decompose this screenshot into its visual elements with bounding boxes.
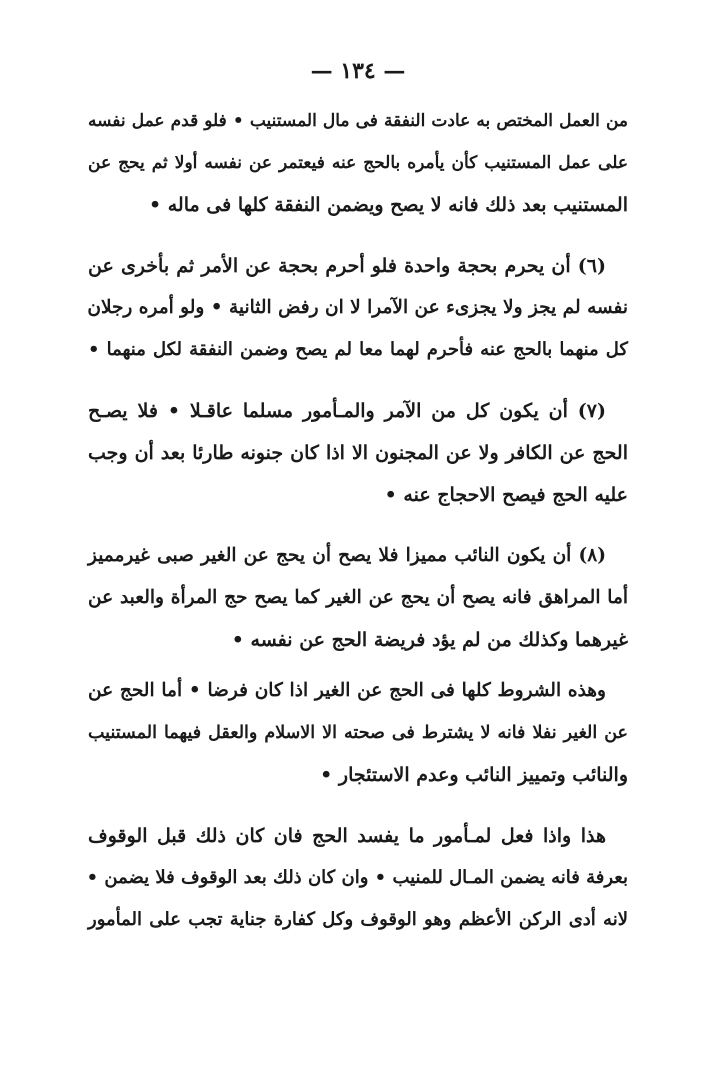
text-line: المستنيب بعد ذلك فانه لا يصح ويضمن النفقة كلها فى ماله • xyxy=(148,194,628,216)
text-line: وهذه الشروط كلها فى الحج عن الغير اذا كان فرضا • أما الحج عن xyxy=(88,680,606,701)
text-line: غيرهما وكذلك من لم يؤد فريضة الحج عن نفسه • xyxy=(231,629,628,651)
text-line: والنائب وتمييز النائب وعدم الاستئجار • xyxy=(320,764,628,786)
paragraph-6 xyxy=(88,815,628,941)
paragraph-3 xyxy=(88,390,628,516)
text-line: على عمل المستنيب كأن يأمره بالحج عنه فيعتمر عن نفسه أولا ثم يحج عن xyxy=(88,153,628,173)
paragraph-4 xyxy=(88,535,628,661)
paragraph-1 xyxy=(88,100,628,226)
text-line: بعرفة فانه يضمن المـال للمنيب • وان كان ذلك بعد الوقوف فلا يضمن • xyxy=(86,867,628,888)
paragraph-2 xyxy=(88,245,628,371)
text-line: (٨) أن يكون النائب مميزا فلا يصح أن يحج عن الغير صبى غيرمميز xyxy=(88,545,606,566)
text-line: أما المراهق فانه يصح أن يحج عن الغير كما يصح حج المرأة والعبد عن xyxy=(88,587,628,608)
text-line: لانه أدى الركن الأعظم وهو الوقوف وكل كفارة جناية تجب على المأمور xyxy=(88,909,628,930)
text-line: عليه الحج فيصح الاحجاج عنه • xyxy=(384,484,628,506)
text-line: الحج عن الكافر ولا عن المجنون الا اذا كان جنونه طارئا بعد أن وجب xyxy=(88,442,628,464)
paragraph-5 xyxy=(88,670,628,796)
text-line: هذا واذا فعل لمـأمور ما يفسد الحج فان كان ذلك قبل الوقوف xyxy=(88,825,606,847)
page-number: — ١٣٤ — xyxy=(310,58,406,84)
text-line: عن الغير نفلا فانه لا يشترط فى صحته الا الاسلام والعقل فيهما المستنيب xyxy=(88,723,628,743)
text-line: من العمل المختص به عادت النفقة فى مال المستنيب • فلو قدم عمل نفسه xyxy=(88,111,628,131)
text-line: (٧) أن يكون كل من الآمر والمـأمور مسلما عاقـلا • فلا يصـح xyxy=(88,400,606,422)
text-line: نفسه لم يجز ولا يجزىء عن الآمرا لا ان رفض الثانية • ولو أمره رجلان xyxy=(87,297,628,318)
text-line: كل منهما بالحج عنه فأحرم لهما معا لم يصح وضمن النفقة لكل منهما • xyxy=(88,339,628,360)
text-line: (٦) أن يحرم بحجة واحدة فلو أحرم بحجة عن الأمر ثم بأخرى عن xyxy=(88,255,606,277)
